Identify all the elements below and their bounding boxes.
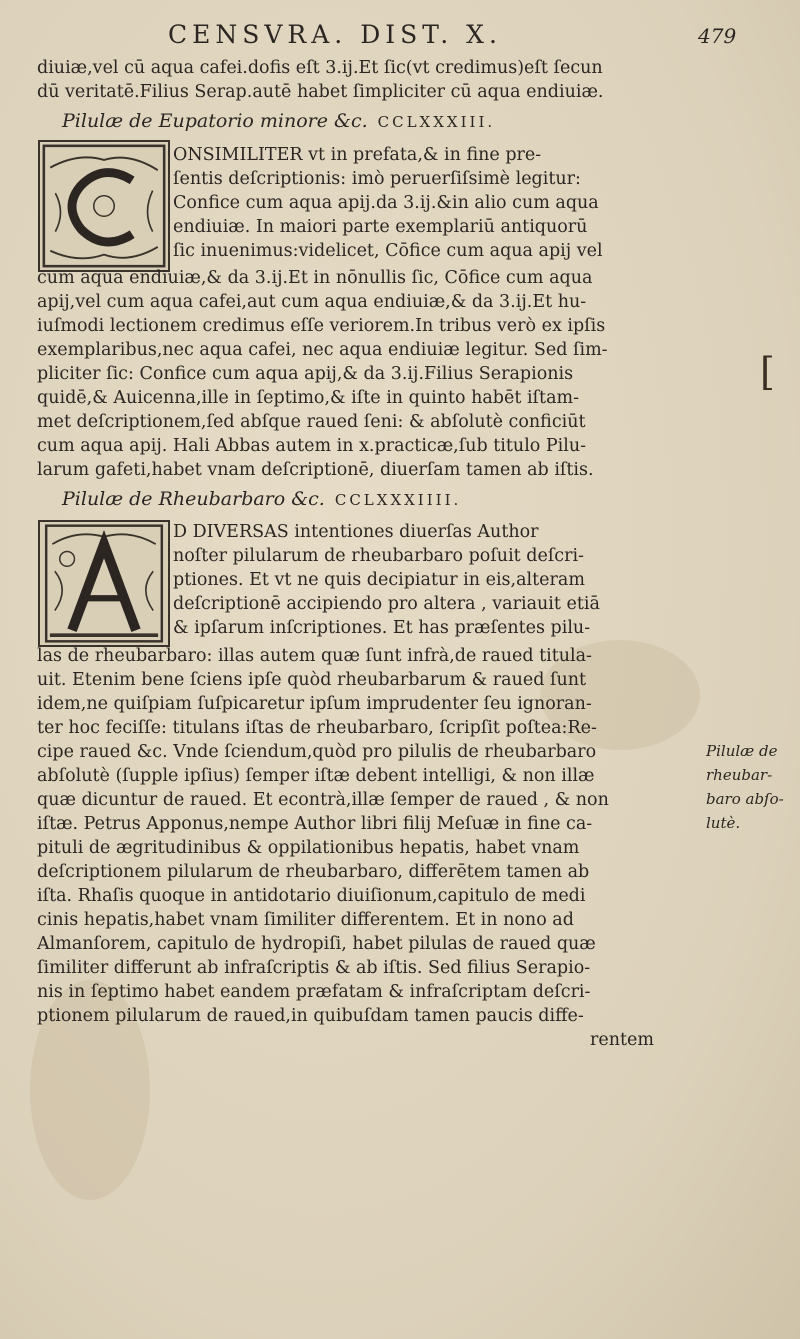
text-line: idem,ne quiſpiam ſuſpicaretur ipſum imprudenter ſeu ignoran-: [37, 694, 592, 714]
decorated-initial-c: [38, 140, 170, 272]
text-line: ptionem pilularum de raued,in quibuſdam tamen paucis diffe-: [37, 1006, 584, 1026]
text-line: Confice cum aqua apij.da 3.ij.&in alio cum aqua: [173, 193, 599, 213]
text-line: ſimiliter differunt ab infraſcriptis & ab iſtis. Sed filius Serapio-: [37, 958, 591, 978]
text-line: D DIVERSAS intentiones diuerſas Author: [173, 522, 539, 542]
text-line: endiuiæ. In maiori parte exemplariū antiquorū: [173, 217, 588, 237]
catchword: rentem: [590, 1030, 654, 1050]
page-number: 479: [698, 24, 737, 48]
text-line: cum aqua endiuiæ,& da 3.ij.Et in nōnullis ſic, Cōfice cum aqua: [37, 268, 593, 288]
text-line: exemplaribus,nec aqua cafei, nec aqua endiuiæ legitur. Sed ſim-: [37, 340, 608, 360]
text-line: cipe raued &c. Vnde ſciendum,quòd pro pilulis de rheubarbaro: [37, 742, 597, 762]
text-line: quæ dicuntur de raued. Et econtrà,illæ ſemper de raued , & non: [37, 790, 609, 810]
text-line: dū veritatē.Filius Serap.autē habet ſimpliciter cū aqua endiuiæ.: [37, 82, 604, 102]
text-line: cinis hepatis,habet vnam ſimiliter differentem. Et in nono ad: [37, 910, 574, 930]
text-line: iuſmodi lectionem credimus eſſe veriorem.In tribus verò ex ipſis: [37, 316, 606, 336]
text-line: apij,vel cum aqua cafei,aut cum aqua endiuiæ,& da 3.ij.Et hu-: [37, 292, 587, 312]
text-line: iſtæ. Petrus Apponus,nempe Author libri filij Meſuæ in fine ca-: [37, 814, 593, 834]
text-line: ter hoc feciſſe: titulans iſtas de rheubarbaro, ſcripſit poſtea:Re-: [37, 718, 597, 738]
text-line: cum aqua apij. Hali Abbas autem in x.practicæ,ſub titulo Pilu-: [37, 436, 587, 456]
text-line: nis in ſeptimo habet eandem præfatam & infraſcriptam deſcri-: [37, 982, 591, 1002]
heading-title: Pilulæ de Rheubarbaro &c.: [62, 488, 325, 510]
text-line: pituli de ægritudinibus & oppilationibus hepatis, habet vnam: [37, 838, 580, 858]
text-line: uit. Etenim bene ſciens ipſe quòd rheubarbarum & raued ſunt: [37, 670, 587, 690]
text-line: abſolutè (ſupple ipſius) ſemper iſtæ debent intelligi, & non illæ: [37, 766, 595, 786]
text-line: pliciter ſic: Confice cum aqua apij,& da 3.ij.Filius Serapionis: [37, 364, 574, 384]
text-line: ſic inuenimus:videlicet, Cōfice cum aqua apij vel: [173, 241, 603, 261]
text-line: met deſcriptionem,ſed abſque raued ſeni: & abſolutè conficiūt: [37, 412, 586, 432]
text-line: & ipſarum inſcriptiones. Et has præſentes pilu-: [173, 618, 591, 638]
woodcut-initial-c-icon: [40, 142, 168, 270]
text-line: quidē,& Auicenna,ille in ſeptimo,& iſte in quinto habēt iſtam-: [37, 388, 580, 408]
heading-title: Pilulæ de Eupatorio minore &c.: [62, 110, 368, 132]
text-line: deſcriptionē accipiendo pro altera , variauit etiā: [173, 594, 600, 614]
text-line: diuiæ,vel cū aqua cafei.dofis eſt 3.ij.Et ſic(vt credimus)eſt ſecun: [37, 58, 603, 78]
marginal-note-line: Pilulæ de: [706, 742, 778, 760]
section-heading: [62, 110, 495, 132]
marginal-note-line: lutè.: [706, 814, 741, 832]
text-line: larum gafeti,habet vnam deſcriptionē, diuerſam tamen ab iſtis.: [37, 460, 594, 480]
text-line: Almanſorem, capitulo de hydropiſi, habet pilulas de raued quæ: [37, 934, 596, 954]
text-line: ptiones. Et vt ne quis decipiatur in eis,alteram: [173, 570, 585, 590]
marginal-note-line: baro abſo-: [706, 790, 784, 808]
section-heading: [62, 488, 461, 510]
woodcut-initial-a-icon: [40, 522, 168, 645]
marginal-note-line: rheubar-: [706, 766, 773, 784]
running-head: CENSVRA. DIST. X.: [168, 20, 502, 49]
heading-number: CCLXXXIII.: [377, 113, 496, 131]
text-line: ONSIMILITER vt in prefata,& in fine pre-: [173, 145, 542, 165]
text-line: noſter pilularum de rheubarbaro poſuit deſcri-: [173, 546, 584, 566]
text-line: iſta. Rhaſis quoque in antidotario diuiſionum,capitulo de medi: [37, 886, 586, 906]
text-line: deſcriptionem pilularum de rheubarbaro, differētem tamen ab: [37, 862, 590, 882]
text-line: las de rheubarbaro: illas autem quæ ſunt infrà,de raued titula-: [37, 646, 592, 666]
margin-bracket-mark: [: [760, 350, 775, 394]
text-line: ſentis deſcriptionis: imò peruerſiſsimè legitur:: [173, 169, 581, 189]
heading-number: CCLXXXIIII.: [334, 491, 462, 509]
decorated-initial-a: [38, 520, 170, 647]
